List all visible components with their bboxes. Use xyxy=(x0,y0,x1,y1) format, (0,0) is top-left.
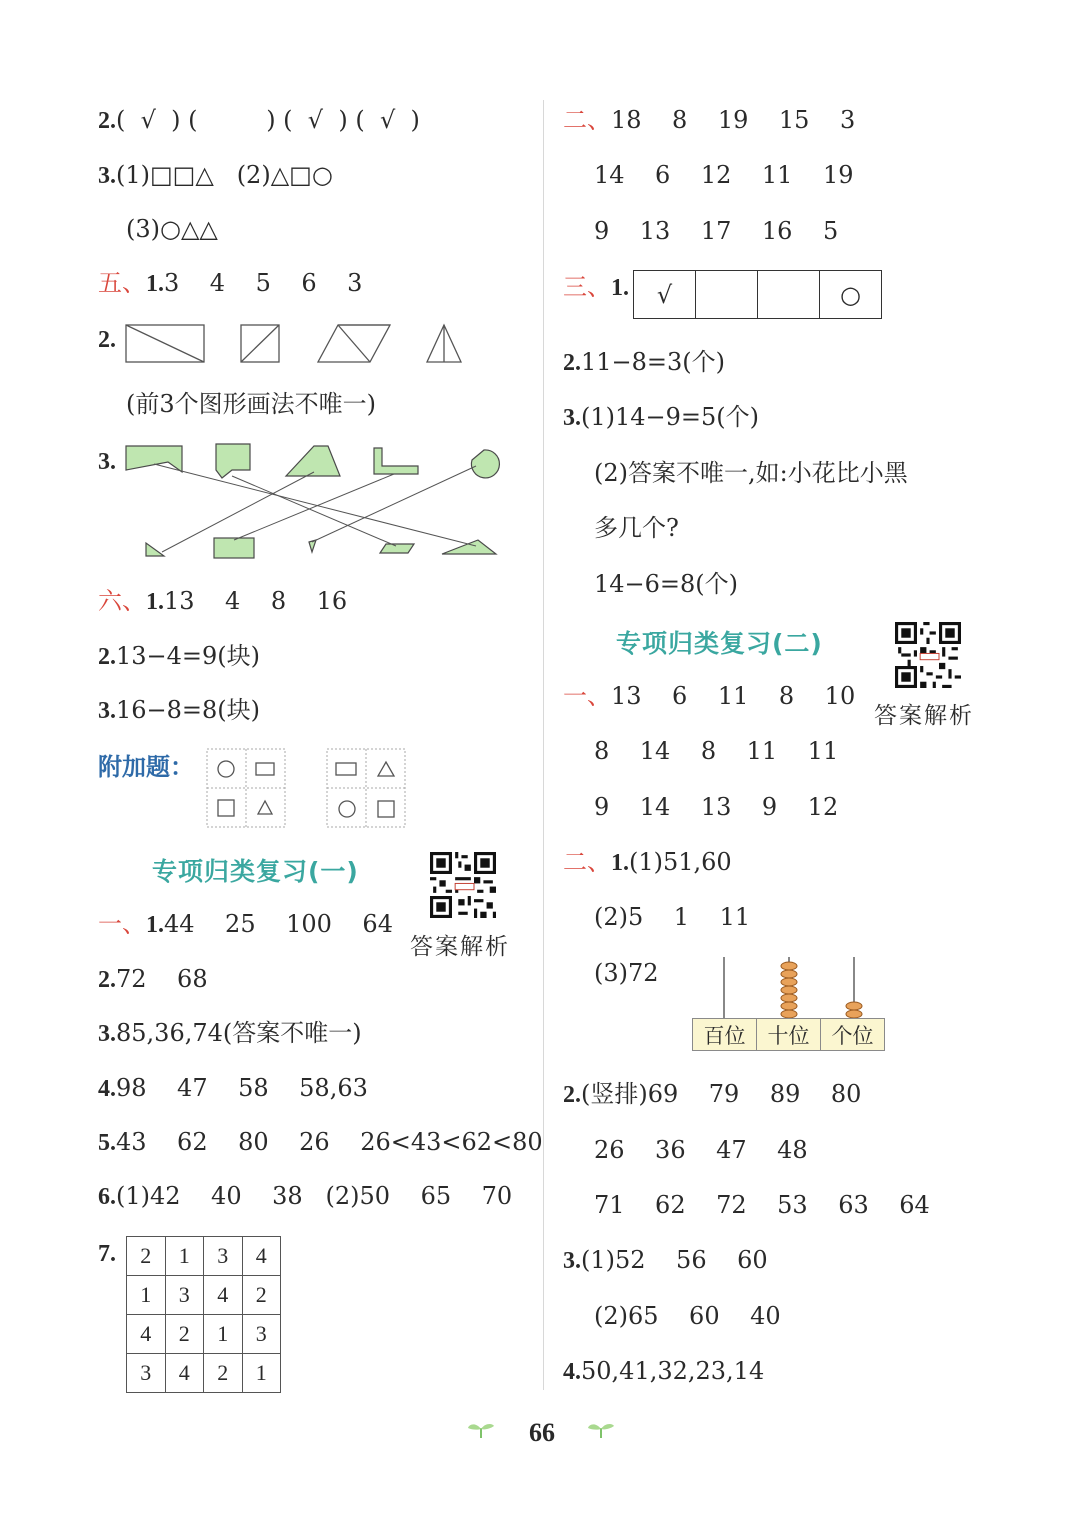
shape-bottom-4 xyxy=(380,544,414,553)
bead xyxy=(781,970,797,978)
shape-bottom-2 xyxy=(214,538,254,558)
grid-cell: 3 xyxy=(242,1315,281,1354)
answer-line: 2.(竖排)69 79 89 80 xyxy=(563,1080,862,1108)
answer-line: 6.(1)42 40 38 (2)50 65 70 xyxy=(98,1182,513,1210)
answer-line: (3)72 xyxy=(594,959,659,987)
answer-line: 4.98 47 58 58,63 xyxy=(98,1074,368,1102)
bonus-label: 附加题： xyxy=(98,753,194,781)
grid-cell: 4 xyxy=(165,1354,204,1393)
answer-line: 3.16−8=8(块) xyxy=(98,696,261,724)
grid-cell: 1 xyxy=(127,1276,166,1315)
answer-line: 二、18 8 19 15 3 xyxy=(563,106,856,134)
answer-line: 7. xyxy=(98,1241,116,1267)
shape-top-1 xyxy=(126,446,182,472)
answer-box-row xyxy=(633,270,882,319)
section-title-2: 专项归类复习(二) xyxy=(616,629,823,658)
grid-cell: 4 xyxy=(204,1276,243,1315)
divided-shapes-figure xyxy=(124,322,469,364)
bead xyxy=(781,1002,797,1010)
answer-cell xyxy=(696,271,758,319)
grid-cell: 1 xyxy=(204,1315,243,1354)
qr-code-icon[interactable] xyxy=(895,622,961,688)
answer-line: 一、1.44 25 100 64 xyxy=(98,910,393,938)
answer-line: 2.72 68 xyxy=(98,965,208,993)
place-hundreds: 百位 xyxy=(693,1019,757,1051)
answer-line: 一、13 6 11 8 10 xyxy=(563,682,856,710)
answer-line: 2.( √ ) ( ) ( √ ) ( √ ) xyxy=(98,106,420,134)
grid-cell: 3 xyxy=(204,1237,243,1276)
sprout-icon xyxy=(466,1420,496,1440)
answer-line: 4.50,41,32,23,14 xyxy=(563,1357,765,1385)
grid-cell: 2 xyxy=(242,1276,281,1315)
answer-note: (前3个图形画法不唯一) xyxy=(126,390,376,418)
answer-line: (3)○△△ xyxy=(126,215,218,243)
shape-matching-figure xyxy=(124,442,504,564)
answer-line: 3.(1)14−9=5(个) xyxy=(563,403,760,431)
bead xyxy=(781,1010,797,1018)
answer-line: (2)答案不唯一,如:小花比小黑 xyxy=(594,459,908,487)
bead xyxy=(781,962,797,970)
answer-line: 2.11−8=3(个) xyxy=(563,348,726,376)
answer-line: 2.13−4=9(块) xyxy=(98,642,261,670)
answer-line: 14 6 12 11 19 xyxy=(594,161,854,189)
grid-cell: 2 xyxy=(127,1237,166,1276)
qr-caption: 答案解析 xyxy=(874,703,974,729)
answer-line: 26 36 47 48 xyxy=(594,1136,808,1164)
answer-line: (2)5 1 11 xyxy=(594,903,751,931)
sudoku-grid xyxy=(126,1236,281,1393)
sprout-icon xyxy=(586,1420,616,1440)
bead xyxy=(846,1002,862,1010)
answer-line: 5.43 62 80 26 26<43<62<80 xyxy=(98,1128,543,1156)
place-value-labels xyxy=(692,1018,885,1051)
qr-caption: 答案解析 xyxy=(410,934,510,960)
answer-line: 3. xyxy=(98,449,116,475)
shape-bottom-1 xyxy=(146,543,164,556)
page-number: 66 xyxy=(529,1418,555,1447)
bead xyxy=(781,994,797,1002)
grid-cell: 4 xyxy=(127,1315,166,1354)
answer-line: 六、1.13 4 8 16 xyxy=(98,587,348,615)
shape-top-2 xyxy=(216,444,250,478)
bead xyxy=(846,1010,862,1018)
shape-bottom-5 xyxy=(442,540,496,554)
answer-line: 8 14 8 11 11 xyxy=(594,737,839,765)
answer-line: 14−6=8(个) xyxy=(594,570,739,598)
answer-line: 多几个? xyxy=(594,514,679,542)
grid-cell: 4 xyxy=(242,1237,281,1276)
bonus-grids xyxy=(206,748,406,830)
answer-line: 71 62 72 53 63 64 xyxy=(594,1191,930,1219)
grid-cell: 2 xyxy=(165,1315,204,1354)
bead xyxy=(781,986,797,994)
answer-cell xyxy=(758,271,820,319)
place-ones: 个位 xyxy=(821,1019,885,1051)
column-divider xyxy=(543,100,544,1390)
answer-line: 3.85,36,74(答案不唯一) xyxy=(98,1019,362,1047)
answer-line: 9 13 17 16 5 xyxy=(594,217,839,245)
abacus-figure xyxy=(692,955,888,1021)
bead xyxy=(781,978,797,986)
grid-cell: 2 xyxy=(204,1354,243,1393)
answer-line: 二、1.(1)51,60 xyxy=(563,848,732,876)
shape-top-4 xyxy=(374,448,418,474)
shape-top-3 xyxy=(286,446,340,476)
answer-cell: ○ xyxy=(820,271,882,319)
answer-line: 三、1. xyxy=(563,273,629,301)
grid-cell: 1 xyxy=(242,1354,281,1393)
grid-cell: 1 xyxy=(165,1237,204,1276)
qr-code-icon[interactable] xyxy=(430,852,496,918)
section-title-1: 专项归类复习(一) xyxy=(152,857,359,886)
answer-line: 2. xyxy=(98,327,116,353)
answer-line: 3.(1)□□△ (2)△□○ xyxy=(98,161,333,189)
place-tens: 十位 xyxy=(757,1019,821,1051)
answer-line: 9 14 13 9 12 xyxy=(594,793,839,821)
grid-cell: 3 xyxy=(127,1354,166,1393)
shape-top-5 xyxy=(471,450,499,478)
answer-line: (2)65 60 40 xyxy=(594,1302,781,1330)
answer-cell: √ xyxy=(634,271,696,319)
grid-cell: 3 xyxy=(165,1276,204,1315)
answer-line: 五、1.3 4 5 6 3 xyxy=(98,269,363,297)
answer-line: 3.(1)52 56 60 xyxy=(563,1246,768,1274)
